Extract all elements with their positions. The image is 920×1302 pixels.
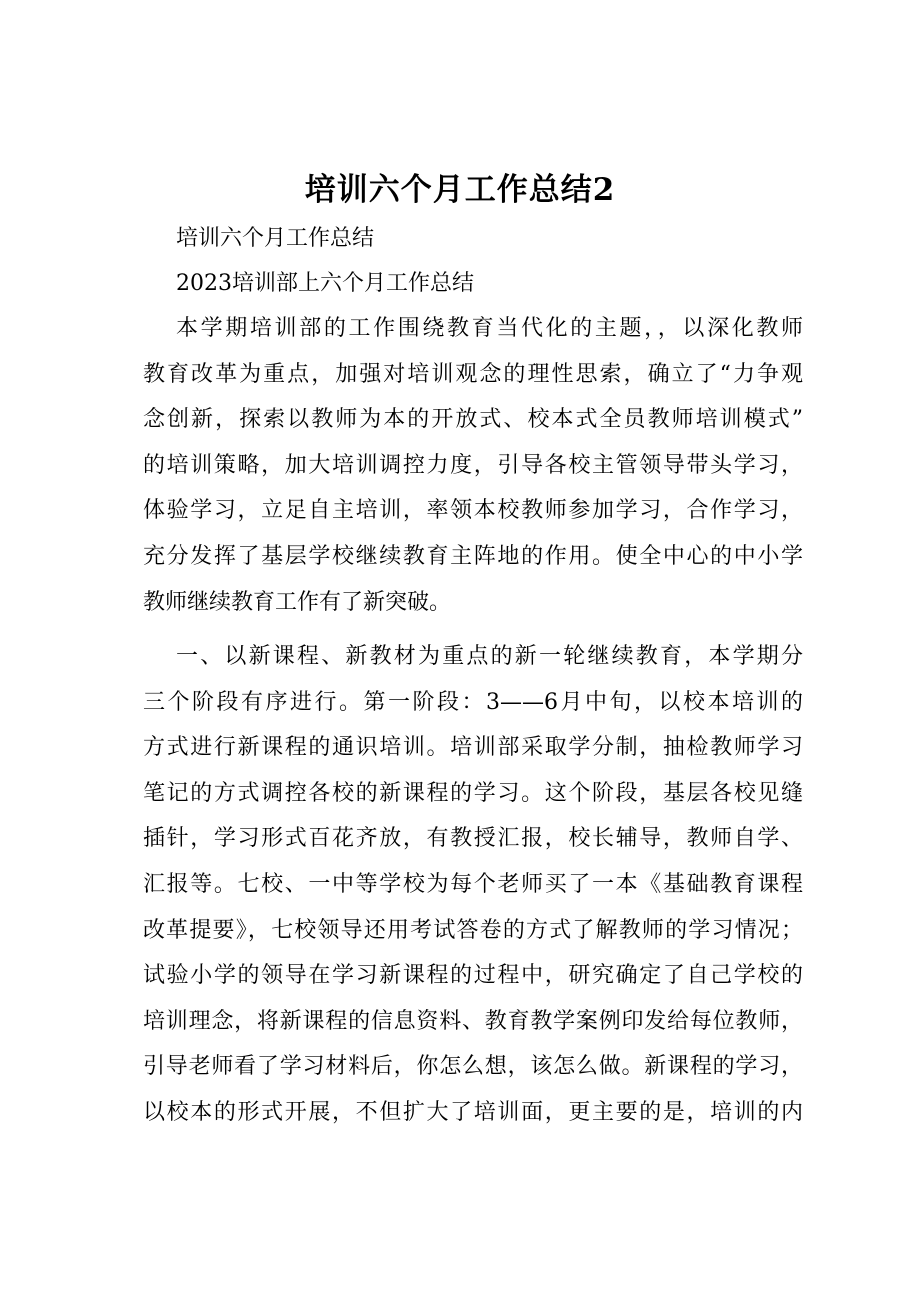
paragraph-line: 方式进行新课程的通识培训。培训部采取学分制，抽检教师学习 (143, 735, 803, 761)
paragraph-line: 一、以新课程、新教材为重点的新一轮继续教育，本学期分 (176, 644, 803, 669)
paragraph-line: 以校本的形式开展，不但扩大了培训面，更主要的是，培训的内 (143, 1100, 803, 1125)
subtitle: 2023培训部上六个月工作总结 (176, 271, 474, 296)
paragraph-line: 汇报等。七校、一中等学校为每个老师买了一本《基础教育课程 (143, 872, 803, 897)
paragraph-line: 本学期培训部的工作围绕教育当代化的主题，，以深化教师 (176, 316, 803, 341)
paragraph-line: 插针，学习形式百花齐放，有教授汇报，校长辅导，教师自学、 (143, 826, 803, 852)
paragraph-line: 的培训策略，加大培训调控力度，引导各校主管领导带头学习， (143, 452, 803, 478)
paragraph-line: 改革提要》，七校领导还用考试答卷的方式了解教师的学习情况； (143, 917, 803, 943)
document-title: 培训六个月工作总结2 (304, 172, 616, 208)
paragraph-line: 引导老师看了学习材料后，你怎么想，该怎么做。新课程的学习， (143, 1054, 803, 1080)
subtitle: 培训六个月工作总结 (176, 226, 375, 251)
paragraph-line: 教育改革为重点，加强对培训观念的理性思索，确立了“力争观 (143, 361, 803, 387)
paragraph-line: 笔记的方式调控各校的新课程的学习。这个阶段，基层各校见缝 (143, 780, 803, 806)
paragraph-line: 教师继续教育工作有了新突破。 (143, 589, 452, 615)
paragraph-line: 体验学习，立足自主培训，率领本校教师参加学习，合作学习， (143, 498, 803, 524)
paragraph-line: 三个阶段有序进行。第一阶段：3——6月中旬，以校本培训的 (143, 689, 803, 715)
paragraph-line: 培训理念，将新课程的信息资料、教育教学案例印发给每位教师， (143, 1008, 803, 1034)
paragraph-line: 念创新，探索以教师为本的开放式、校本式全员教师培训模式” (143, 407, 803, 433)
paragraph-line: 充分发挥了基层学校继续教育主阵地的作用。使全中心的中小学 (143, 544, 803, 569)
paragraph-line: 试验小学的领导在学习新课程的过程中，研究确定了自己学校的 (143, 963, 803, 989)
